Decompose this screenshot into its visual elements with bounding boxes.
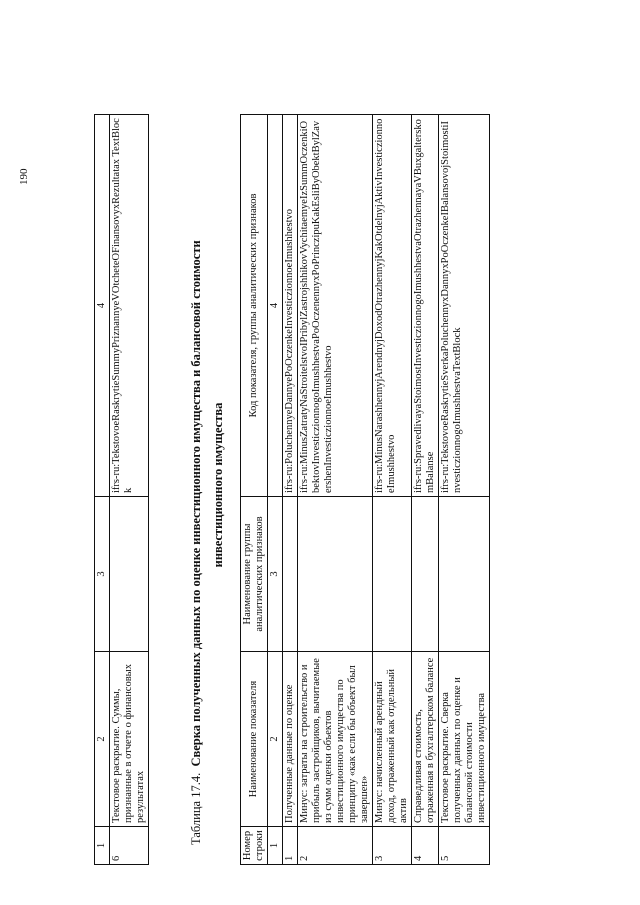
indicator-name: Минус: начисленный арендный доход, отраженный как отдельный актив (373, 652, 412, 827)
table-row (439, 115, 490, 865)
row-number: 3 (373, 827, 412, 865)
indicator-code: ifrs-ru:MinusNarashhennyjArendnyjDoxodOtrazhennyjKakOtdelnyjAktivInvesticzionnoeImushhestvo (373, 115, 412, 497)
group-name (412, 497, 439, 652)
caption-label: Таблица 17.4. (189, 772, 203, 845)
top-col-3: 3 (95, 497, 110, 652)
page-number: 190 (18, 168, 30, 185)
top-table-header-row (95, 115, 110, 865)
caption-title-continued: инвестиционного имущества (211, 402, 225, 568)
group-name (110, 497, 149, 652)
indicator-name: Текстовое раскрытие. Сверка полученных данных по оценке и балансовой стоимости инвестиционного имущества (439, 652, 490, 827)
indicator-name: Минус: затраты на строительство и прибыль застройщиков, вычитаемые из сумм оценки объектов инвестиционного имущества по принципу «как если бы объект был завершен» (298, 652, 373, 827)
top-table (94, 114, 149, 865)
group-name (298, 497, 373, 652)
header-group-name: Наименование группы аналитических признаков (241, 497, 268, 652)
table-caption (188, 125, 226, 845)
indicator-code: ifrs-ru:SpravedlivayaStoimostInvesticzionnogoImushhestvaOtrazhennayaVBuxgalterskomBalanse (412, 115, 439, 497)
colnum-3: 3 (268, 497, 283, 652)
colnum-1: 1 (268, 827, 283, 865)
top-col-4: 4 (95, 115, 110, 497)
group-name (283, 497, 298, 652)
indicator-code: ifrs-ru:MinusZatratyNaStroitelstvoIPribylZastrojshhikovVychitaemyeIzSummOczenkiObektovInvesticzionnogoImushhestvaPoOczenennyxPoPrinczipuKakEsliByObektBylZavershenInvesticzionnoeImushhestvo (298, 115, 373, 497)
table-row (110, 115, 149, 865)
main-table (240, 114, 490, 865)
row-number: 6 (110, 827, 149, 865)
indicator-code: ifrs-ru:TekstovoeRaskrytieSverkaPoluchennyxDannyxPoOczenkeIBalansovojStoimostiInvesticzionnogoImushhestvaTextBlock (439, 115, 490, 497)
header-indicator-code: Код показателя, группы аналитических признаков (241, 115, 268, 497)
row-number: 2 (298, 827, 373, 865)
main-table-colnum-row (268, 115, 283, 865)
colnum-4: 4 (268, 115, 283, 497)
header-row-number: Номер строки (241, 827, 268, 865)
group-name (373, 497, 412, 652)
table-row (412, 115, 439, 865)
indicator-name: Полученные данные по оценке (283, 652, 298, 827)
group-name (439, 497, 490, 652)
indicator-name: Текстовое раскрытие. Суммы, признанные в отчете о финансовых результатах (110, 652, 149, 827)
table-row (283, 115, 298, 865)
caption-title: Сверка полученных данных по оценке инвестиционного имущества и балансовой стоимости (189, 240, 203, 767)
colnum-2: 2 (268, 652, 283, 827)
row-number: 1 (283, 827, 298, 865)
row-number: 5 (439, 827, 490, 865)
top-col-1: 1 (95, 827, 110, 865)
table-row (298, 115, 373, 865)
table-row (373, 115, 412, 865)
main-table-header-row (241, 115, 268, 865)
indicator-code: ifrs-ru:TekstovoeRaskrytieSummyPriznannyeVOtcheteOFinansovyxRezultatax TextBlock (110, 115, 149, 497)
header-indicator-name: Наименование показателя (241, 652, 268, 827)
indicator-name: Справедливая стоимость, отраженная в бухгалтерском балансе (412, 652, 439, 827)
row-number: 4 (412, 827, 439, 865)
indicator-code: ifrs-ru:PoluchennyeDannyePoOczenkeInvesticzionnoeImushhestvo (283, 115, 298, 497)
top-col-2: 2 (95, 652, 110, 827)
